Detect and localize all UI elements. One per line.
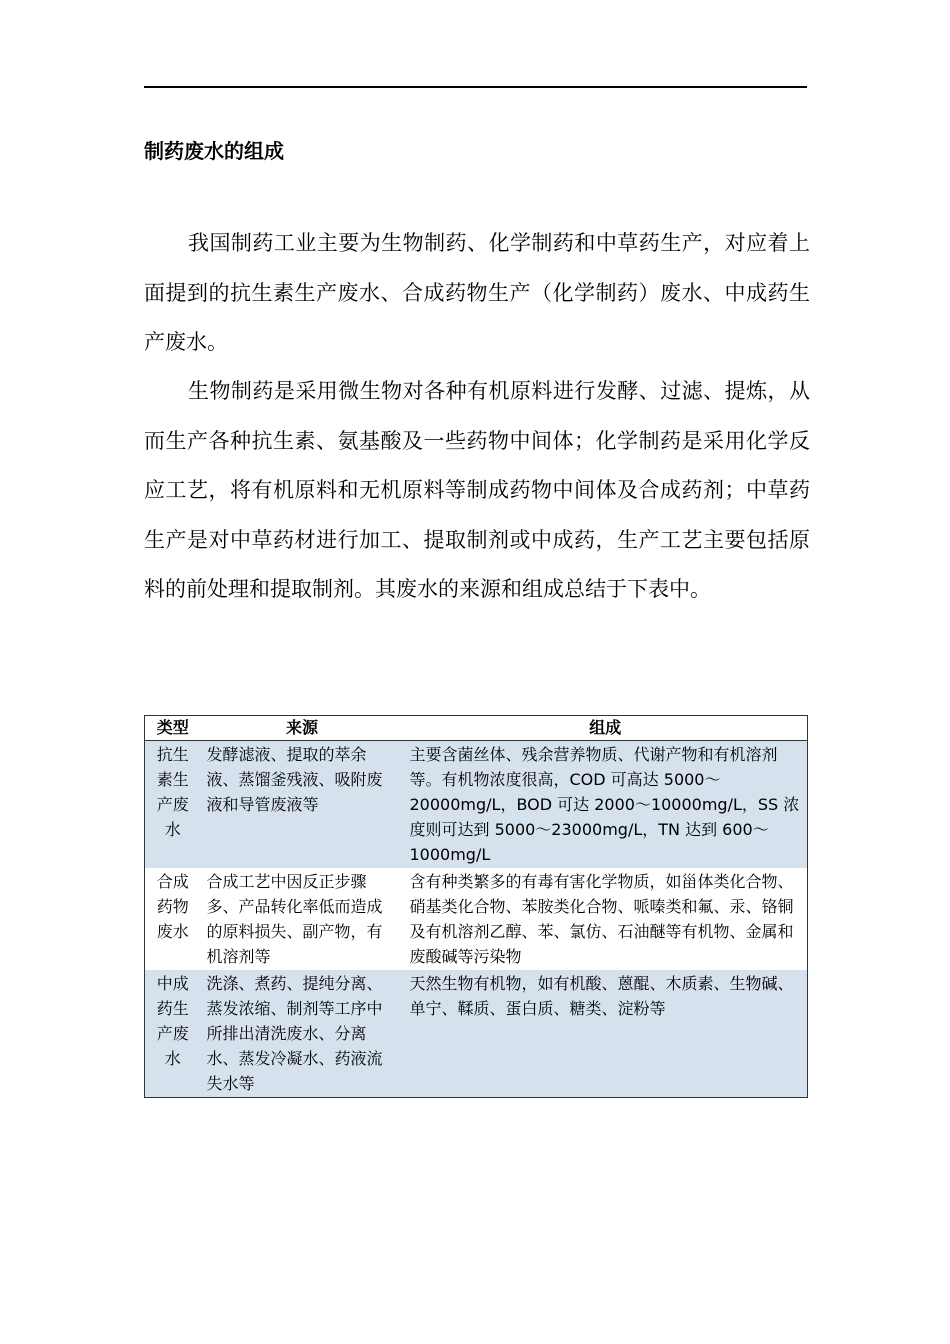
row-composition: 含有种类繁多的有毒有害化学物质，如甾体类化合物、硝基类化合物、苯胺类化合物、哌嗪类和氟、汞、铬铜及有机溶剂乙醇、苯、氯仿、石油醚等有机物、金属和废酸碱等污染物 <box>404 868 808 970</box>
paragraph-intro: 我国制药工业主要为生物制药、化学制药和中草药生产，对应着上面提到的抗生素生产废水、合成药物生产（化学制药）废水、中成药生产废水。 <box>144 231 810 355</box>
table-row <box>145 970 808 1098</box>
paragraph-process: 生物制药是采用微生物对各种有机原料进行发酵、过滤、提炼，从而生产各种抗生素、氨基酸及一些药物中间体；化学制药是采用化学反应工艺，将有机原料和无机原料等制成药物中间体及合成药剂；中草药生产是对中草药材进行加工、提取制剂或中成药，生产工艺主要包括原料的前处理和提取制剂。其废水的来源和组成总结于下表中。 <box>144 379 810 602</box>
header-type: 类型 <box>145 716 201 741</box>
row-source: 合成工艺中因反正步骤多、产品转化率低而造成的原料损失、副产物，有机溶剂等 <box>201 868 404 970</box>
header-rule <box>144 86 807 88</box>
row-source: 发酵滤液、提取的萃余液、蒸馏釜残液、吸附废液和导管废液等 <box>201 741 404 869</box>
header-composition: 组成 <box>404 716 808 741</box>
row-source: 洗涤、煮药、提纯分离、蒸发浓缩、制剂等工序中所排出清洗废水、分离水、蒸发冷凝水、药液流失水等 <box>201 970 404 1098</box>
table-row <box>145 868 808 970</box>
wastewater-composition-table <box>144 715 808 1098</box>
table-header-row <box>145 716 808 741</box>
row-type: 中成药生产废水 <box>145 970 201 1098</box>
row-composition: 主要含菌丝体、残余营养物质、代谢产物和有机溶剂等。有机物浓度很高，COD 可高达 5000～20000mg/L，BOD 可达 2000～10000mg/L，SS 浓度则可达到 5000～23000mg/L，TN 达到 600～1000mg/L <box>404 741 808 869</box>
header-source: 来源 <box>201 716 404 741</box>
row-type: 抗生素生产废水 <box>145 741 201 869</box>
row-composition: 天然生物有机物，如有机酸、蒽醌、木质素、生物碱、单宁、鞣质、蛋白质、糖类、淀粉等 <box>404 970 808 1098</box>
section-title: 制药废水的组成 <box>144 139 284 163</box>
table-row <box>145 741 808 869</box>
row-type: 合成药物废水 <box>145 868 201 970</box>
